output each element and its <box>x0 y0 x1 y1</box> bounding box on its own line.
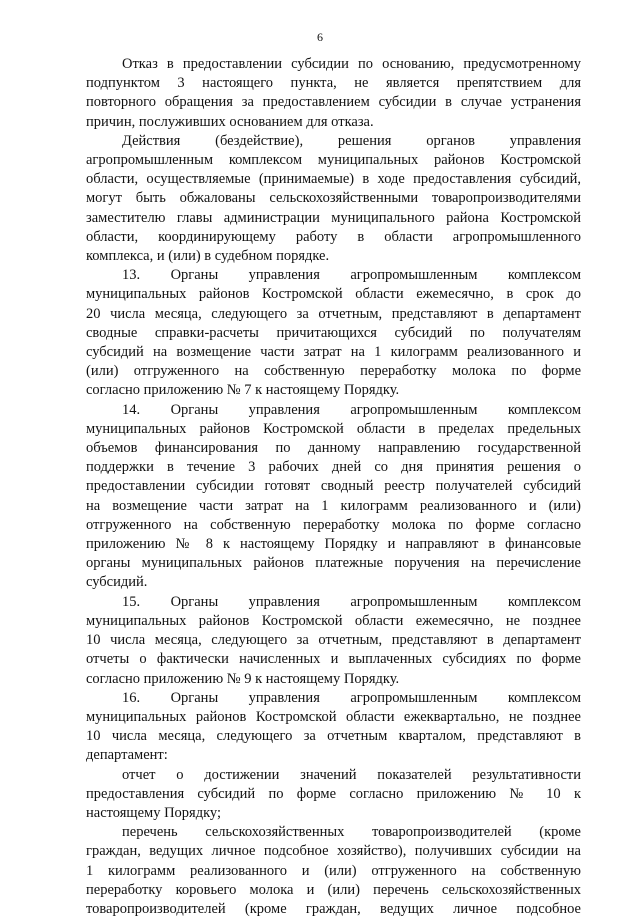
text-line: приложению № 8 к настоящему Порядку и направляют в финансовые <box>86 536 581 553</box>
text-line: отчет о достижении значений показателей результативности <box>122 766 581 783</box>
text-line: предоставлении субсидии готовят сводный реестр получателей субсидий <box>86 478 581 495</box>
text-line: 16. Органы управления агропромышленным комплексом <box>122 689 581 706</box>
text-line: субсидий. <box>86 574 148 591</box>
text-line: агропромышленным комплексом муниципальных районов Костромской <box>86 152 581 169</box>
text-line: предоставления субсидий по форме согласно приложению № 10 к <box>86 785 581 802</box>
paragraph-refusal-not-obstacle <box>86 55 581 132</box>
text-line: объемов финансирования по данному направлению государственной <box>86 440 581 457</box>
text-line: повторного обращения за предоставлением субсидии в случае устранения <box>86 94 581 111</box>
text-line: (или) отгруженного на собственную переработку молока по форме <box>86 363 581 380</box>
document-body <box>86 55 581 919</box>
text-line: 10 числа месяца, следующего за отчетным, представляют в департамент <box>86 632 581 649</box>
text-line: 13. Органы управления агропромышленным комплексом <box>122 267 581 284</box>
text-line: муниципальных районов Костромской области ежемесячно, не позднее <box>86 612 581 629</box>
text-line: муниципальных районов Костромской области ежемесячно, в срок до <box>86 286 581 303</box>
text-line: поддержки в течение 3 рабочих дней со дня принятия решения о <box>86 459 581 476</box>
text-line: 20 числа месяца, следующего за отчетным, представляют в департамент <box>86 305 581 322</box>
text-line: граждан, ведущих личное подсобное хозяйство), получивших субсидии на <box>86 843 581 860</box>
text-line: органы муниципальных районов платежные поручения на перечисление <box>86 555 581 572</box>
text-line: заместителю главы администрации муниципального района Костромской <box>86 209 581 226</box>
text-line: подпунктом 3 настоящего пункта, не является препятствием для <box>86 75 581 92</box>
text-line: отгруженного на собственную переработку молока по форме согласно <box>86 516 581 533</box>
text-line: могут быть обжалованы сельскохозяйственными товаропроизводителями <box>86 190 581 207</box>
text-line: 15. Органы управления агропромышленным комплексом <box>122 593 581 610</box>
text-line: 10 числа месяца, следующего за отчетным кварталом, представляют в <box>86 728 581 745</box>
text-line: перечень сельскохозяйственных товаропроизводителей (кроме <box>122 824 581 841</box>
text-line: согласно приложению № 7 к настоящему Порядку. <box>86 382 400 399</box>
text-line: области, осуществляемые (принимаемые) в ходе предоставления субсидий, <box>86 171 581 188</box>
paragraph-16-report-item <box>86 766 581 824</box>
text-line: причин, послуживших основанием для отказа. <box>86 113 374 130</box>
paragraph-15 <box>86 593 581 689</box>
page-number: 6 <box>317 30 323 44</box>
text-line: переработку коровьего молока и (или) перечень сельскохозяйственных <box>86 881 581 898</box>
paragraph-13 <box>86 266 581 400</box>
text-line: 1 килограмм реализованного и (или) отгруженного на собственную <box>86 862 581 879</box>
text-line: товаропроизводителей (кроме граждан, ведущих личное подсобное <box>86 900 581 917</box>
text-line: Действия (бездействие), решения органов управления <box>122 132 581 149</box>
text-line: субсидий на возмещение части затрат на 1 килограмм реализованного и <box>86 344 581 361</box>
text-line: 14. Органы управления агропромышленным комплексом <box>122 401 581 418</box>
text-line: области, координирующему работу в области агропромышленного <box>86 228 581 245</box>
text-line: отчеты о фактически начисленных и выплаченных субсидиях по форме <box>86 651 581 668</box>
text-line: комплекса, и (или) в судебном порядке. <box>86 248 330 265</box>
text-line: сводные справки-расчеты причитающихся субсидий по получателям <box>86 324 581 341</box>
text-line: муниципальных районов Костромской области ежеквартально, не позднее <box>86 708 581 725</box>
text-line: настоящему Порядку; <box>86 804 222 821</box>
paragraph-16 <box>86 689 581 766</box>
paragraph-appeal <box>86 132 581 266</box>
text-line: на возмещение части затрат на 1 килограмм реализованного и (или) <box>86 497 581 514</box>
paragraph-14 <box>86 401 581 593</box>
text-line: департамент: <box>86 747 168 764</box>
text-line: Отказ в предоставлении субсидии по основанию, предусмотренному <box>122 56 581 72</box>
text-line: муниципальных районов Костромской области в пределах предельных <box>86 420 581 437</box>
text-line: согласно приложению № 9 к настоящему Порядку. <box>86 670 400 687</box>
